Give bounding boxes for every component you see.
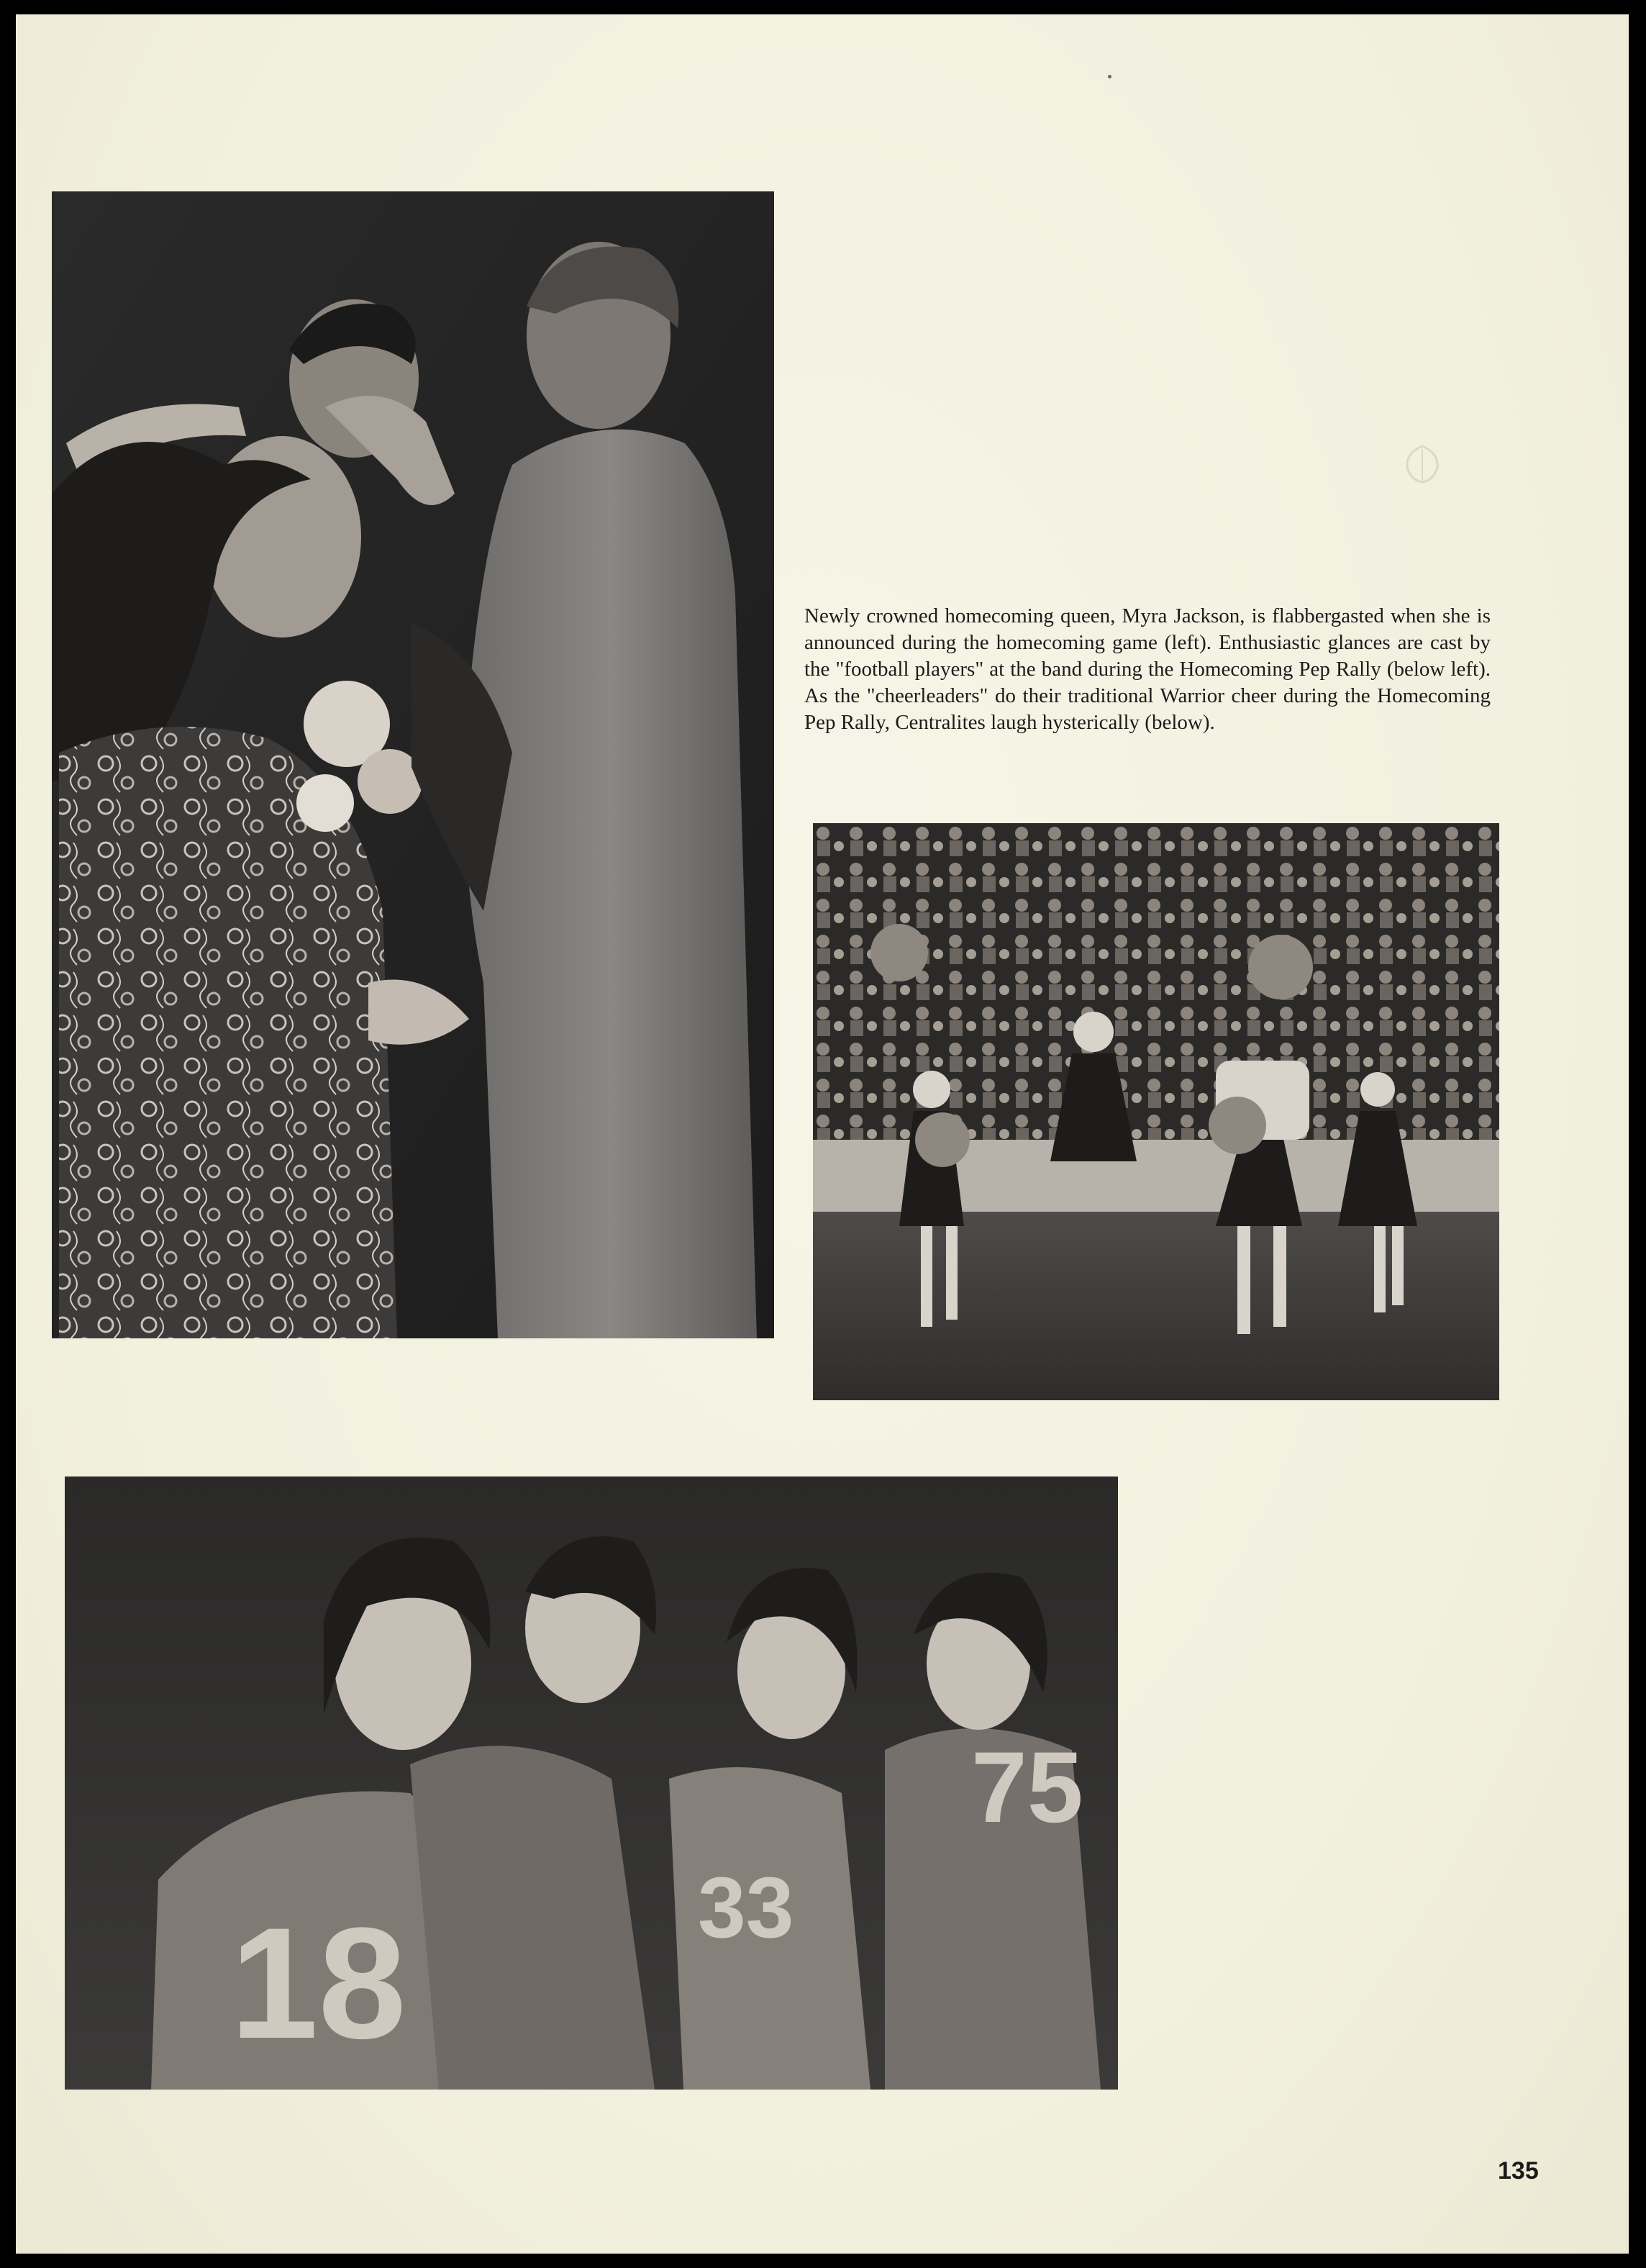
photo-pep-rally-cheer	[813, 823, 1499, 1400]
photo-homecoming-crowning	[52, 191, 774, 1338]
print-speck	[1108, 75, 1111, 78]
photo-football-players	[65, 1477, 1118, 2090]
jersey-number-75: 75	[971, 1731, 1083, 1843]
page-number: 135	[1498, 2157, 1539, 2185]
photo-caption: Newly crowned homecoming queen, Myra Jackson, is flabbergasted when she is announced during the homecoming game (left). Enthusiastic glances are cast by the "football players" at the band during the Homecoming Pep Rally (below left). As the "cheerleaders" do their traditional Warrior cheer during the Homecoming Pep Rally, Centralites laugh hysterically (below).	[804, 604, 1491, 734]
photo-players-image	[65, 1477, 1118, 2090]
yearbook-page	[16, 14, 1629, 2254]
jersey-number-33: 33	[698, 1859, 794, 1956]
jersey-number-18: 18	[230, 1895, 406, 2072]
photo-crowning-image	[52, 191, 774, 1338]
photo-cheer-image	[813, 823, 1499, 1400]
leaf-watermark-icon	[1401, 443, 1443, 485]
